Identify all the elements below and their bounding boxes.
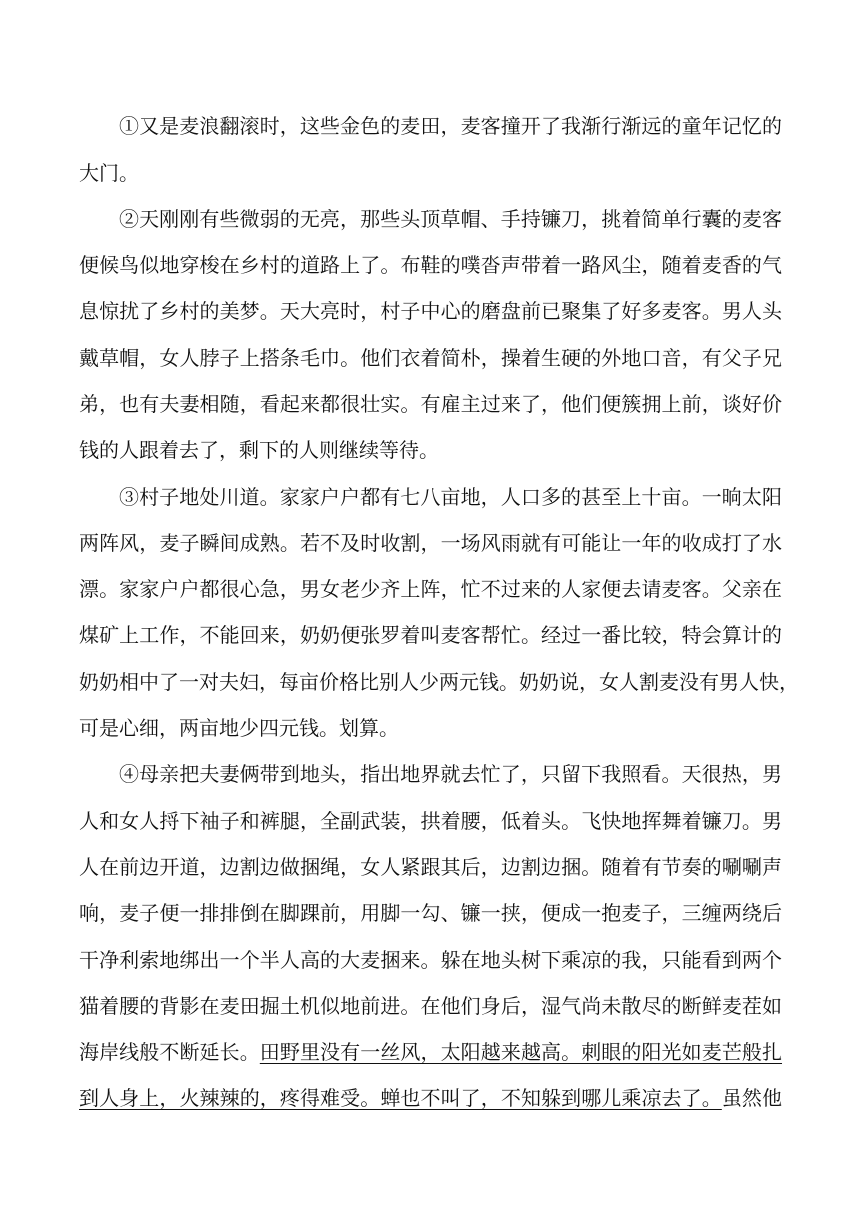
- p1-line-1: ①又是麦浪翻滚时，这些金色的麦田，麦客撞开了我渐行渐远的童年记忆的: [119, 114, 782, 138]
- p3-line-6: 可是心细，两亩地少四元钱。划算。: [79, 716, 399, 740]
- p3-line-1: ③村子地处川道。家家户户都有七八亩地，人口多的甚至上十亩。一晌太阳: [119, 485, 782, 509]
- p2-line-1: ②天刚刚有些微弱的无亮，那些头顶草帽、手持镰刀，挑着简单行囊的麦客: [119, 207, 782, 231]
- underlined-sentence: 到人身上，火辣辣的，疼得难受。蝉也不叫了，不知躲到哪儿乘凉去了。: [79, 1086, 722, 1110]
- p3-line-4: 煤矿上工作，不能回来，奶奶便张罗着叫麦客帮忙。经过一番比较，特会算计的: [79, 623, 782, 647]
- p2-line-5: 弟，也有夫妻相随，看起来都很壮实。有雇主过来了，他们便簇拥上前，谈好价: [79, 392, 782, 416]
- p2-line-6: 钱的人跟着去了，剩下的人则继续等待。: [79, 438, 439, 462]
- p1-line-2: 大门。: [79, 161, 139, 185]
- plain-text: 海岸线般不断延长。: [79, 1040, 260, 1064]
- p4-line-5: 干净利索地绑出一个半人高的大麦捆来。躲在地头树下乘凉的我，只能看到两个: [79, 948, 782, 972]
- p4-line-6: 猫着腰的背影在麦田掘土机似地前进。在他们身后，湿气尚未散尽的断鲜麦茬如: [79, 994, 782, 1018]
- plain-text: 虽然他: [721, 1086, 783, 1110]
- p2-line-4: 戴草帽，女人脖子上搭条毛巾。他们衣着简朴，操着生硬的外地口音，有父子兄: [79, 346, 782, 370]
- p2-line-3: 息惊扰了乡村的美梦。天大亮时，村子中心的磨盘前已聚集了好多麦客。男人头: [79, 299, 782, 323]
- p3-line-2: 两阵风，麦子瞬间成熟。若不及时收割，一场风雨就有可能让一年的收成打了水: [79, 531, 782, 555]
- p4-line-4: 响，麦子便一排排倒在脚踝前，用脚一勾、镰一挟，便成一抱麦子，三缠两绕后: [79, 901, 782, 925]
- p4-line-8: [79, 1085, 782, 1111]
- p4-line-2: 人和女人捋下袖子和裤腿，全副武装，拱着腰，低着头。飞快地挥舞着镰刀。男: [79, 809, 782, 833]
- p4-line-7: [79, 1039, 782, 1065]
- p2-line-2: 便候鸟似地穿梭在乡村的道路上了。布鞋的噗沓声带着一路风尘，随着麦香的气: [79, 253, 782, 277]
- p4-line-3: 人在前边开道，边割边做捆绳，女人紧跟其后，边割边捆。随着有节奏的唰唰声: [79, 855, 782, 879]
- p3-line-3: 漂。家家户户都很心急，男女老少齐上阵，忙不过来的人家便去请麦客。父亲在: [79, 577, 782, 601]
- p3-line-5: 奶奶相中了一对夫妇，每亩价格比别人少两元钱。奶奶说，女人割麦没有男人快，: [79, 670, 799, 694]
- underlined-sentence: 田野里没有一丝风，太阳越来越高。刺眼的阳光如麦芒般扎: [259, 1040, 783, 1064]
- p4-line-1: ④母亲把夫妻俩带到地头，指出地界就去忙了，只留下我照看。天很热，男: [119, 762, 782, 786]
